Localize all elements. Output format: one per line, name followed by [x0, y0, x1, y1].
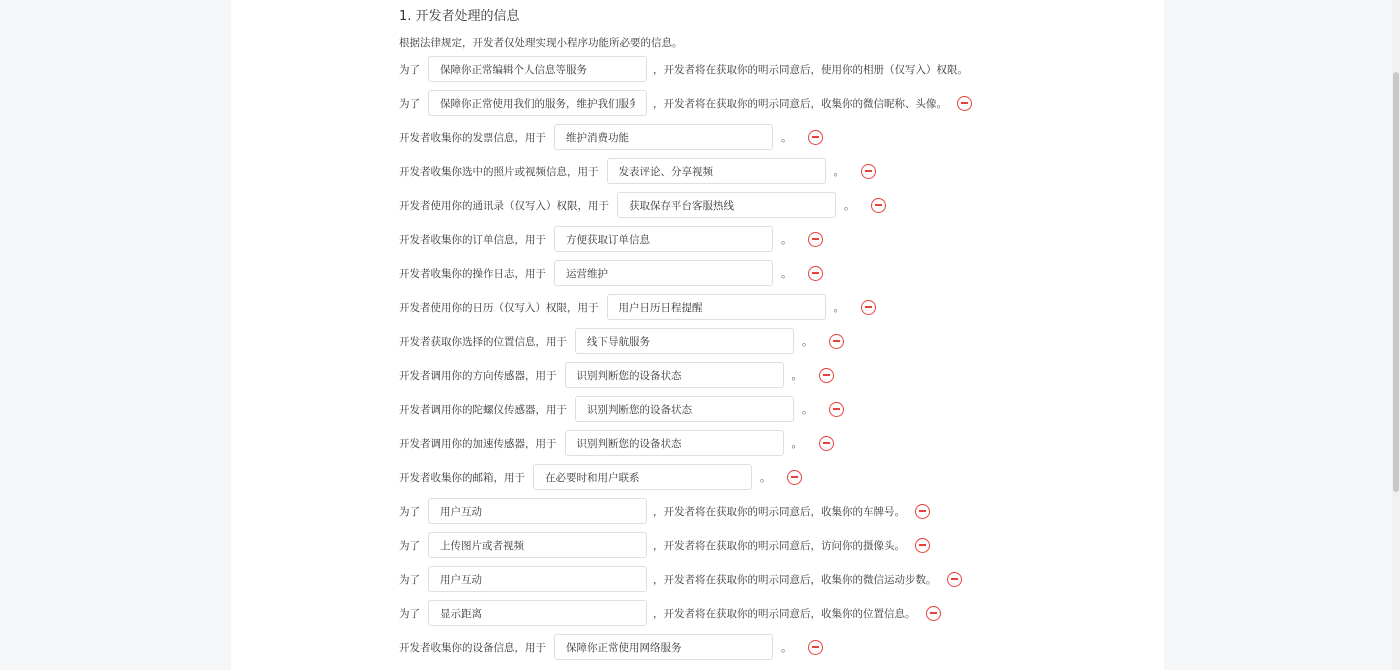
info-row — [399, 324, 1139, 358]
row-suffix-text: 。 — [833, 301, 845, 314]
info-row — [399, 630, 1139, 664]
info-row — [399, 188, 1139, 222]
minus-circle-icon — [812, 238, 819, 239]
remove-row-button[interactable] — [808, 640, 823, 655]
purpose-input[interactable] — [428, 56, 647, 82]
remove-row-button[interactable] — [819, 436, 834, 451]
row-prefix-text: 为了 — [399, 97, 420, 110]
purpose-input[interactable] — [428, 566, 647, 592]
minus-circle-icon — [875, 204, 882, 205]
vertical-scrollbar[interactable] — [1392, 0, 1400, 670]
row-prefix-text: 为了 — [399, 573, 420, 586]
remove-row-button[interactable] — [829, 334, 844, 349]
section-intro: 根据法律规定，开发者仅处理实现小程序功能所必要的信息。 — [399, 37, 683, 49]
remove-row-button[interactable] — [808, 130, 823, 145]
info-row — [399, 392, 1139, 426]
minus-circle-icon — [812, 646, 819, 647]
remove-row-button[interactable] — [829, 402, 844, 417]
purpose-input[interactable] — [565, 430, 784, 456]
purpose-input[interactable] — [428, 90, 647, 116]
remove-row-button[interactable] — [915, 504, 930, 519]
minus-circle-icon — [791, 476, 798, 477]
info-row — [399, 86, 1139, 120]
purpose-input[interactable] — [617, 192, 836, 218]
row-prefix-text: 开发者使用你的通讯录（仅写入）权限，用于 — [399, 199, 609, 212]
info-row — [399, 562, 1139, 596]
remove-row-button[interactable] — [808, 232, 823, 247]
info-row — [399, 358, 1139, 392]
purpose-input[interactable] — [607, 294, 826, 320]
row-prefix-text: 为了 — [399, 539, 420, 552]
row-prefix-text: 开发者收集你的操作日志，用于 — [399, 267, 546, 280]
purpose-input[interactable] — [554, 260, 773, 286]
row-suffix-text: 。 — [802, 403, 813, 416]
info-row — [399, 120, 1139, 154]
info-row — [399, 596, 1139, 630]
row-suffix-text: 。 — [781, 131, 792, 144]
minus-circle-icon — [833, 408, 840, 409]
row-suffix-text: 。 — [760, 471, 771, 484]
row-prefix-text: 开发者收集你的邮箱，用于 — [399, 471, 525, 484]
info-row — [399, 426, 1139, 460]
row-suffix-text: 。 — [791, 369, 803, 382]
info-row — [399, 528, 1139, 562]
purpose-input[interactable] — [565, 362, 784, 388]
row-suffix-text: ，开发者将在获取你的明示同意后，收集你的微信昵称、头像。 — [653, 97, 947, 110]
minus-circle-icon — [919, 510, 926, 511]
minus-circle-icon — [812, 136, 819, 137]
remove-row-button[interactable] — [819, 368, 834, 383]
info-row — [399, 290, 1139, 324]
remove-row-button[interactable] — [926, 606, 941, 621]
purpose-input[interactable] — [554, 226, 773, 252]
info-row — [399, 222, 1139, 256]
privacy-guide-page — [231, 0, 1164, 670]
remove-row-button[interactable] — [861, 164, 876, 179]
purpose-input[interactable] — [428, 498, 647, 524]
row-prefix-text: 开发者调用你的陀螺仪传感器，用于 — [399, 403, 567, 416]
remove-row-button[interactable] — [947, 572, 962, 587]
row-suffix-text: ，开发者将在获取你的明示同意后，收集你的车牌号。 — [653, 505, 905, 518]
minus-circle-icon — [823, 374, 830, 375]
info-row-partial — [399, 664, 1139, 670]
purpose-input[interactable] — [554, 124, 773, 150]
row-prefix-text: 开发者收集你的设备信息，用于 — [399, 641, 546, 654]
remove-row-button[interactable] — [915, 538, 930, 553]
row-prefix-text: 为了 — [399, 505, 420, 518]
remove-row-button[interactable] — [808, 266, 823, 281]
purpose-input[interactable] — [428, 600, 647, 626]
row-prefix-text: 开发者收集你的订单信息，用于 — [399, 233, 546, 246]
row-prefix-text: 开发者调用你的方向传感器，用于 — [399, 369, 557, 382]
scrollbar-thumb[interactable] — [1393, 72, 1399, 492]
row-prefix-text: 开发者收集你的发票信息，用于 — [399, 131, 546, 144]
minus-circle-icon — [823, 442, 830, 443]
minus-circle-icon — [833, 340, 840, 341]
row-suffix-text: 。 — [781, 233, 792, 246]
row-prefix-text: 为了 — [399, 607, 420, 620]
info-row — [399, 460, 1139, 494]
row-suffix-text: 。 — [844, 199, 855, 212]
row-prefix-text: 开发者收集你选中的照片或视频信息，用于 — [399, 165, 599, 178]
minus-circle-icon — [951, 578, 958, 579]
minus-circle-icon — [865, 306, 872, 307]
purpose-input[interactable] — [533, 464, 752, 490]
info-row — [399, 154, 1139, 188]
section-title: 1. 开发者处理的信息 — [399, 9, 520, 24]
remove-row-button[interactable] — [787, 470, 802, 485]
purpose-input[interactable] — [575, 328, 794, 354]
row-prefix-text: 开发者使用你的日历（仅写入）权限，用于 — [399, 301, 599, 314]
row-suffix-text: ，开发者将在获取你的明示同意后，使用你的相册（仅写入）权限。 — [653, 63, 968, 76]
row-suffix-text: 。 — [791, 437, 803, 450]
row-suffix-text: ，开发者将在获取你的明示同意后，收集你的位置信息。 — [653, 607, 916, 620]
info-row — [399, 256, 1139, 290]
minus-circle-icon — [919, 544, 926, 545]
minus-circle-icon — [812, 272, 819, 273]
row-suffix-text: 。 — [802, 335, 813, 348]
row-suffix-text: 。 — [781, 641, 792, 654]
developer-info-section — [399, 8, 1139, 670]
purpose-input[interactable] — [575, 396, 794, 422]
row-prefix-text: 开发者调用你的加速传感器，用于 — [399, 437, 557, 450]
minus-circle-icon — [930, 612, 937, 613]
info-row — [399, 494, 1139, 528]
remove-row-button[interactable] — [871, 198, 886, 213]
purpose-input[interactable] — [428, 532, 647, 558]
purpose-input[interactable] — [607, 158, 826, 184]
row-suffix-text: ，开发者将在获取你的明示同意后，访问你的摄像头。 — [653, 539, 905, 552]
row-suffix-text: 。 — [781, 267, 792, 280]
purpose-input[interactable] — [554, 634, 773, 660]
remove-row-button[interactable] — [861, 300, 876, 315]
row-prefix-text: 开发者获取你选择的位置信息，用于 — [399, 335, 567, 348]
minus-circle-icon — [865, 170, 872, 171]
row-suffix-text: 。 — [833, 165, 845, 178]
info-rows-list — [399, 52, 1139, 670]
row-suffix-text: ，开发者将在获取你的明示同意后，收集你的微信运动步数。 — [653, 573, 937, 586]
minus-circle-icon — [961, 102, 968, 103]
row-prefix-text: 为了 — [399, 63, 420, 76]
info-row — [399, 52, 1139, 86]
remove-row-button[interactable] — [957, 96, 972, 111]
